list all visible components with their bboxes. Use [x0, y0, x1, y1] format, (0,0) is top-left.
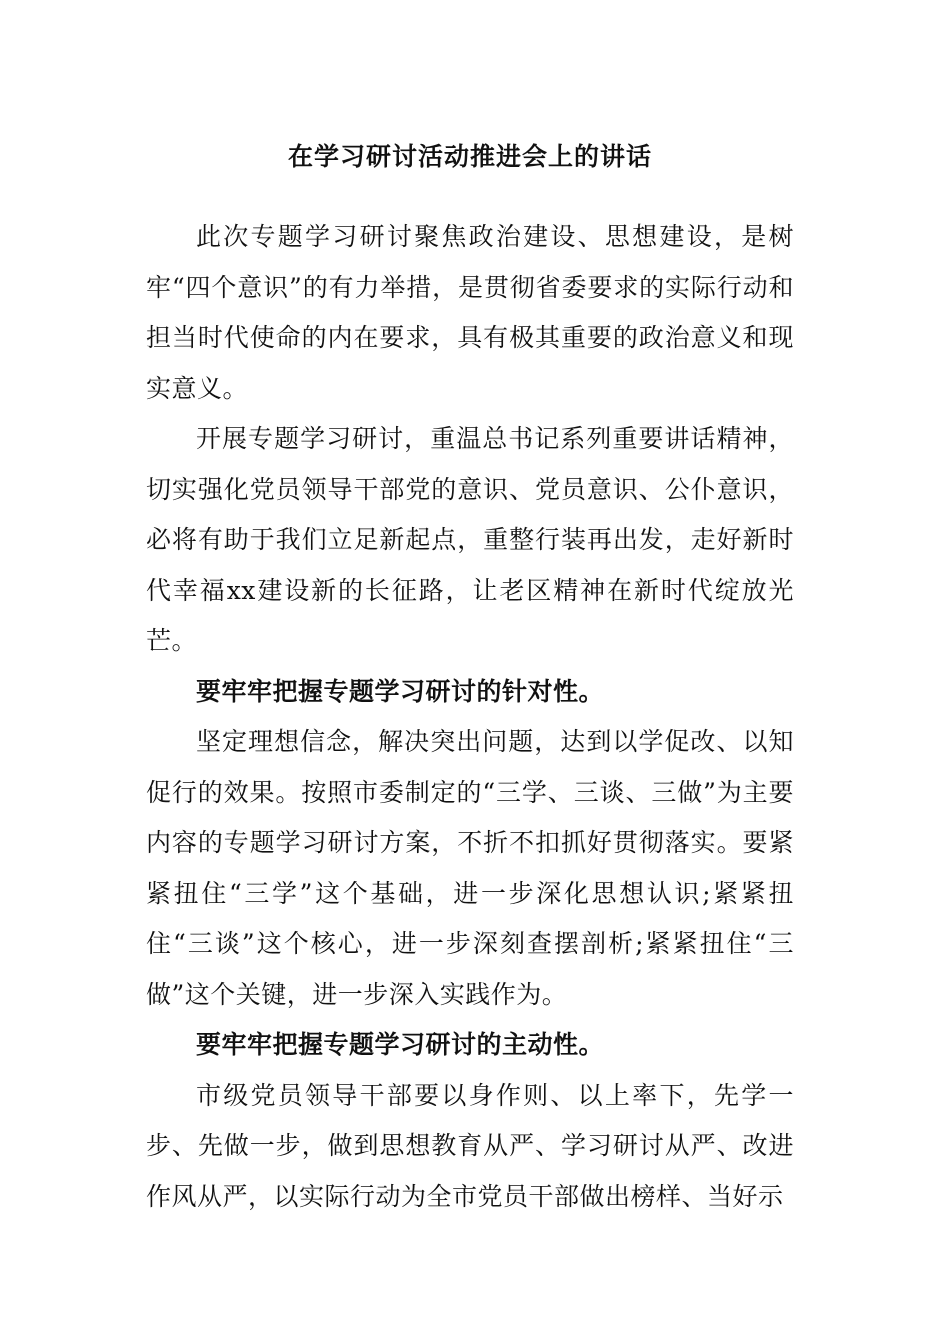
paragraph-study: 开展专题学习研讨，重温总书记系列重要讲话精神，切实强化党员领导干部党的意识、党员意识、公仆意识，必将有助于我们立足新起点，重整行装再出发，走好新时代幸福xx建设新的长征路，让老区精神在新时代绽放光芒。	[146, 424, 794, 655]
paragraph-intro: 此次专题学习研讨聚焦政治建设、思想建设，是树牢“四个意识”的有力举措，是贯彻省委要求的实际行动和担当时代使命的内在要求，具有极其重要的政治意义和现实意义。	[146, 222, 794, 403]
paragraph-targeting: 坚定理想信念，解决突出问题，达到以学促改、以知促行的效果。按照市委制定的“三学、三谈、三做”为主要内容的专题学习研讨方案，不折不扣抓好贯彻落实。要紧紧扭住“三学”这个基础，进一步深化思想认识;紧紧扭住“三谈”这个核心，进一步深刻查摆剖析;紧紧扭住“三做”这个关键，进一步深入实践作为。	[146, 727, 794, 1009]
section-heading-targeting: 要牢牢把握专题学习研讨的针对性。	[196, 676, 605, 706]
paragraph-initiative: 市级党员领导干部要以身作则、以上率下，先学一步、先做一步，做到思想教育从严、学习研讨从严、改进作风从严，以实际行动为全市党员干部做出榜样、当好示	[146, 1080, 794, 1211]
document-body	[146, 212, 794, 1222]
section-heading-initiative: 要牢牢把握专题学习研讨的主动性。	[196, 1030, 605, 1059]
document-title: 在学习研讨活动推进会上的讲话	[287, 142, 652, 171]
